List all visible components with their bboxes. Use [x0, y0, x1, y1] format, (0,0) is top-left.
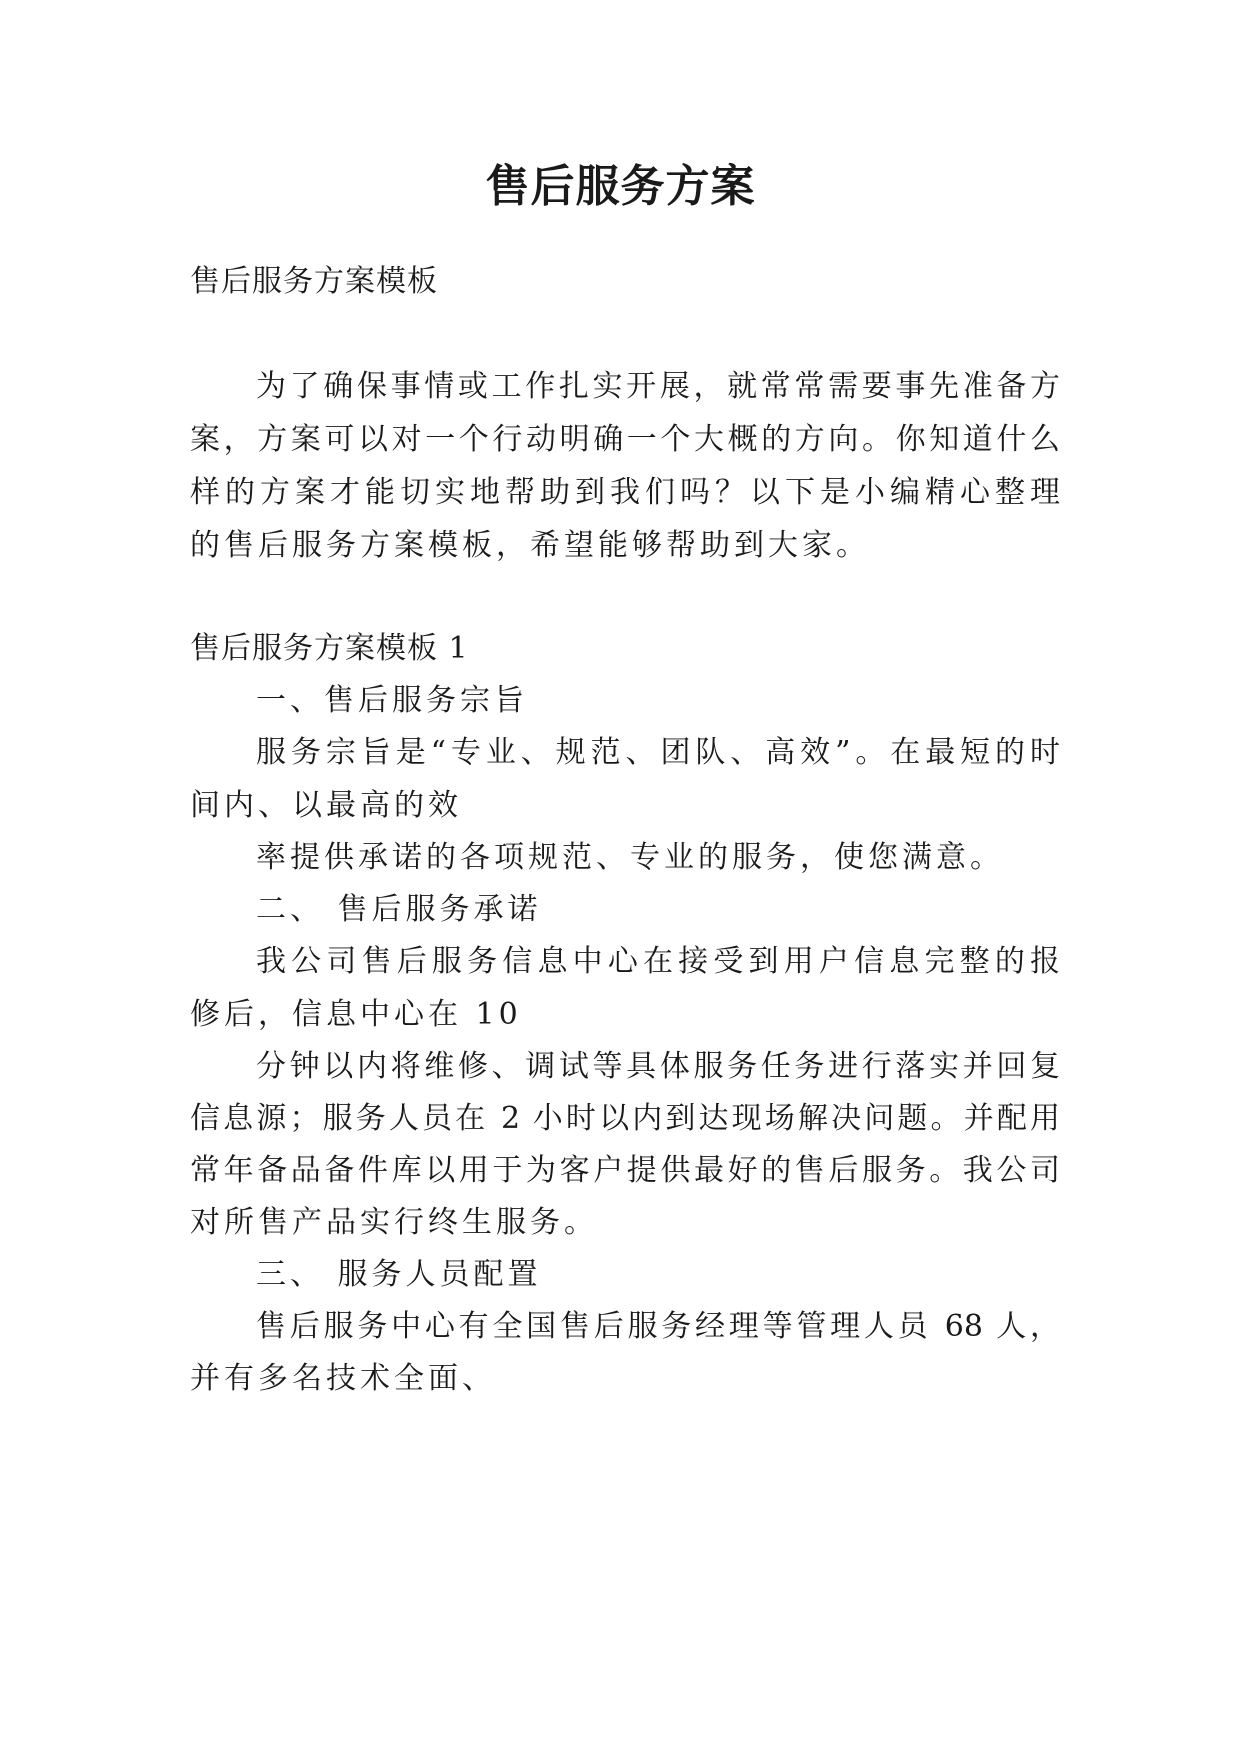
body-line: 并有多名技术全面、 [190, 1361, 496, 1396]
heading-commitment: 二、 售后服务承诺 [256, 892, 542, 927]
heading-purpose: 一、售后服务宗旨 [256, 683, 528, 718]
body-line: 率提供承诺的各项规范、专业的服务，使您满意。 [256, 840, 1004, 875]
body-line: 常年备品备件库以用于为客户提供最好的售后服务。我公司 [190, 1153, 1060, 1188]
intro-line: 样的方案才能切实地帮助到我们吗？以下是小编精心整理 [190, 475, 1060, 510]
body-line: 售后服务中心有全国售后服务经理等管理人员 68 人， [256, 1309, 1060, 1344]
intro-line: 案，方案可以对一个行动明确一个大概的方向。你知道什么 [190, 422, 1060, 457]
intro-line: 为了确保事情或工作扎实开展，就常常需要事先准备方 [256, 369, 1060, 404]
document-subtitle: 售后服务方案模板 [190, 264, 438, 299]
body-line: 对所售产品实行终生服务。 [190, 1205, 598, 1240]
document-title: 售后服务方案 [485, 161, 756, 212]
intro-line: 的售后服务方案模板，希望能够帮助到大家。 [190, 528, 870, 563]
heading-staffing: 三、 服务人员配置 [256, 1257, 542, 1292]
body-line: 信息源；服务人员在 2 小时以内到达现场解决问题。并配用 [190, 1101, 1060, 1136]
body-line: 分钟以内将维修、调试等具体服务任务进行落实并回复 [256, 1049, 1060, 1084]
body-line: 服务宗旨是“专业、规范、团队、高效”。在最短的时 [256, 735, 1060, 770]
body-line: 间内、以最高的效 [190, 788, 462, 823]
body-line: 我公司售后服务信息中心在接受到用户信息完整的报 [256, 944, 1060, 979]
body-line: 修后，信息中心在 10 [190, 997, 522, 1032]
section-title: 售后服务方案模板 1 [190, 631, 469, 666]
